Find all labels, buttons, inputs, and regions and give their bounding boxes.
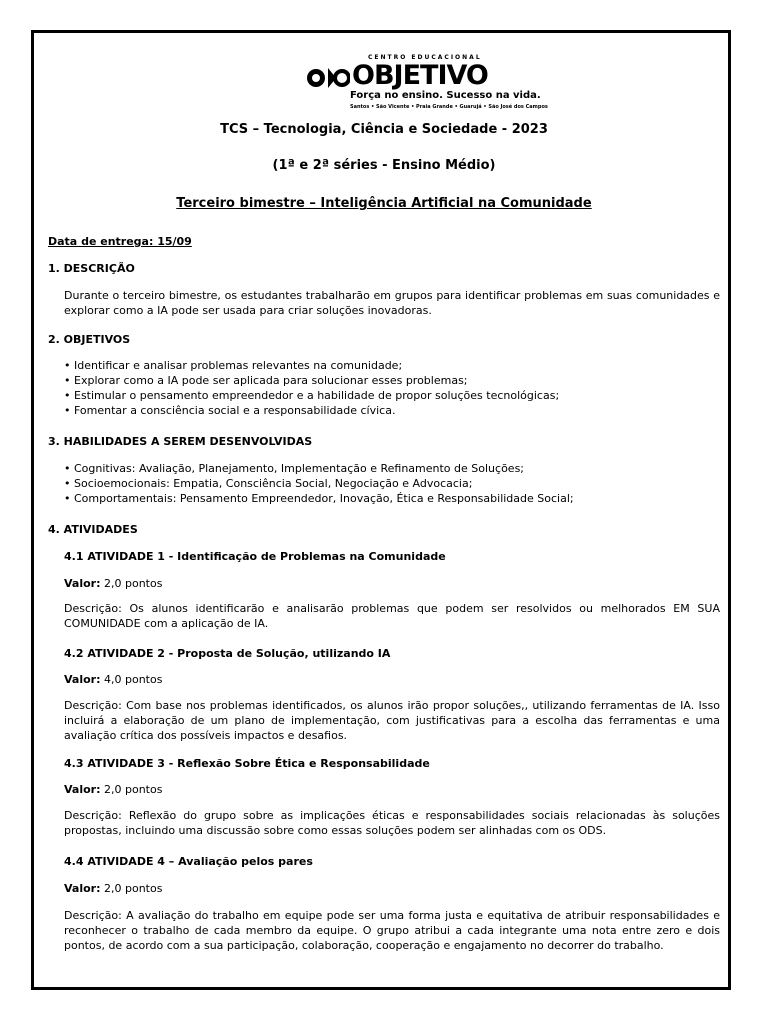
objetivos-list (64, 358, 720, 418)
list-item: • Estimular o pensamento empreendedor e a habilidade de propor soluções tecnológicas; (64, 388, 720, 403)
document-title: TCS – Tecnologia, Ciência e Sociedade - 2023 (220, 122, 548, 137)
atividade-1-descricao: Descrição: Os alunos identificarão e analisarão problemas que podem ser resolvidos ou melhorados EM SUA COMUNIDADE com a aplicação de IA. (64, 602, 720, 630)
atividade-1-title: 4.1 ATIVIDADE 1 - Identificação de Problemas na Comunidade (64, 550, 446, 563)
list-item: • Socioemocionais: Empatia, Consciência Social, Negociação e Advocacia; (64, 476, 720, 491)
section-heading-atividades: 4. ATIVIDADES (48, 523, 138, 536)
list-item: • Identificar e analisar problemas relevantes na comunidade; (64, 358, 720, 373)
section-heading-objetivos: 2. OBJETIVOS (48, 333, 131, 346)
valor-label: Valor: (64, 577, 101, 590)
valor-label: Valor: (64, 783, 101, 796)
atividade-4-descricao: Descrição: A avaliação do trabalho em equipe pode ser uma forma justa e equitativa de atribuir responsabilidades e reconhecer o trabalho de cada membro da equipe. O grupo atribui a cada integrante uma nota entre zero e dois pontos, de acordo com a sua participação, colaboração, cooperação e engajamento no decorrer do trabalho. (64, 909, 720, 952)
logo-mark-icon (306, 64, 350, 94)
list-item: • Comportamentais: Pensamento Empreendedor, Inovação, Ética e Responsabilidade Social; (64, 491, 720, 506)
atividade-3-descricao: Descrição: Reflexão do grupo sobre as implicações éticas e responsabilidades sociais relacionadas às soluções propostas, incluindo uma discussão sobre como essas soluções podem ser alinhadas com os ODS. (64, 809, 720, 837)
section-heading-habilidades: 3. HABILIDADES A SEREM DESENVOLVIDAS (48, 435, 313, 448)
logo-cities: Santos • São Vicente • Praia Grande • Guarujá • São José dos Campos (350, 104, 548, 110)
valor-label: Valor: (64, 673, 101, 686)
document-grades: (1ª e 2ª séries - Ensino Médio) (272, 158, 496, 173)
atividade-2-title: 4.2 ATIVIDADE 2 - Proposta de Solução, utilizando IA (64, 647, 391, 660)
atividade-3-valor (64, 782, 720, 797)
atividade-3-title: 4.3 ATIVIDADE 3 - Reflexão Sobre Ética e Responsabilidade (64, 757, 430, 770)
list-item: • Cognitivas: Avaliação, Planejamento, Implementação e Refinamento de Soluções; (64, 461, 720, 476)
logo-top-text: CENTRO EDUCACIONAL (368, 54, 482, 61)
valor-value: 2,0 pontos (100, 783, 163, 796)
section-heading-descricao: 1. DESCRIÇÃO (48, 262, 135, 275)
valor-value: 4,0 pontos (100, 673, 163, 686)
descricao-text: Durante o terceiro bimestre, os estudantes trabalharão em grupos para identificar problemas em suas comunidades e explorar como a IA pode ser usada para criar soluções inovadoras. (64, 289, 720, 317)
valor-value: 2,0 pontos (100, 882, 163, 895)
objetivo-logo (306, 54, 548, 110)
logo-slogan: Força no ensino. Sucesso na vida. (350, 90, 541, 101)
list-item: • Fomentar a consciência social e a responsabilidade cívica. (64, 403, 720, 418)
logo-brand: OBJETIVO (352, 60, 488, 91)
atividade-1-valor (64, 576, 720, 591)
valor-label: Valor: (64, 882, 101, 895)
page-border (31, 30, 731, 990)
atividade-4-valor (64, 881, 720, 896)
valor-value: 2,0 pontos (100, 577, 163, 590)
document-subtitle: Terceiro bimestre – Inteligência Artificial na Comunidade (176, 196, 592, 211)
delivery-date: Data de entrega: 15/09 (48, 235, 192, 248)
atividade-2-valor (64, 672, 720, 687)
atividade-2-descricao: Descrição: Com base nos problemas identificados, os alunos irão propor soluções,, utilizando ferramentas de IA. Isso incluirá a elaboração de um plano de implementação, com justificativas para a escolha das ferramentas e uma avaliação crítica dos possíveis impactos e desafios. (64, 699, 720, 742)
habilidades-list (64, 461, 720, 506)
list-item: • Explorar como a IA pode ser aplicada para solucionar esses problemas; (64, 373, 720, 388)
atividade-4-title: 4.4 ATIVIDADE 4 – Avaliação pelos pares (64, 855, 313, 868)
